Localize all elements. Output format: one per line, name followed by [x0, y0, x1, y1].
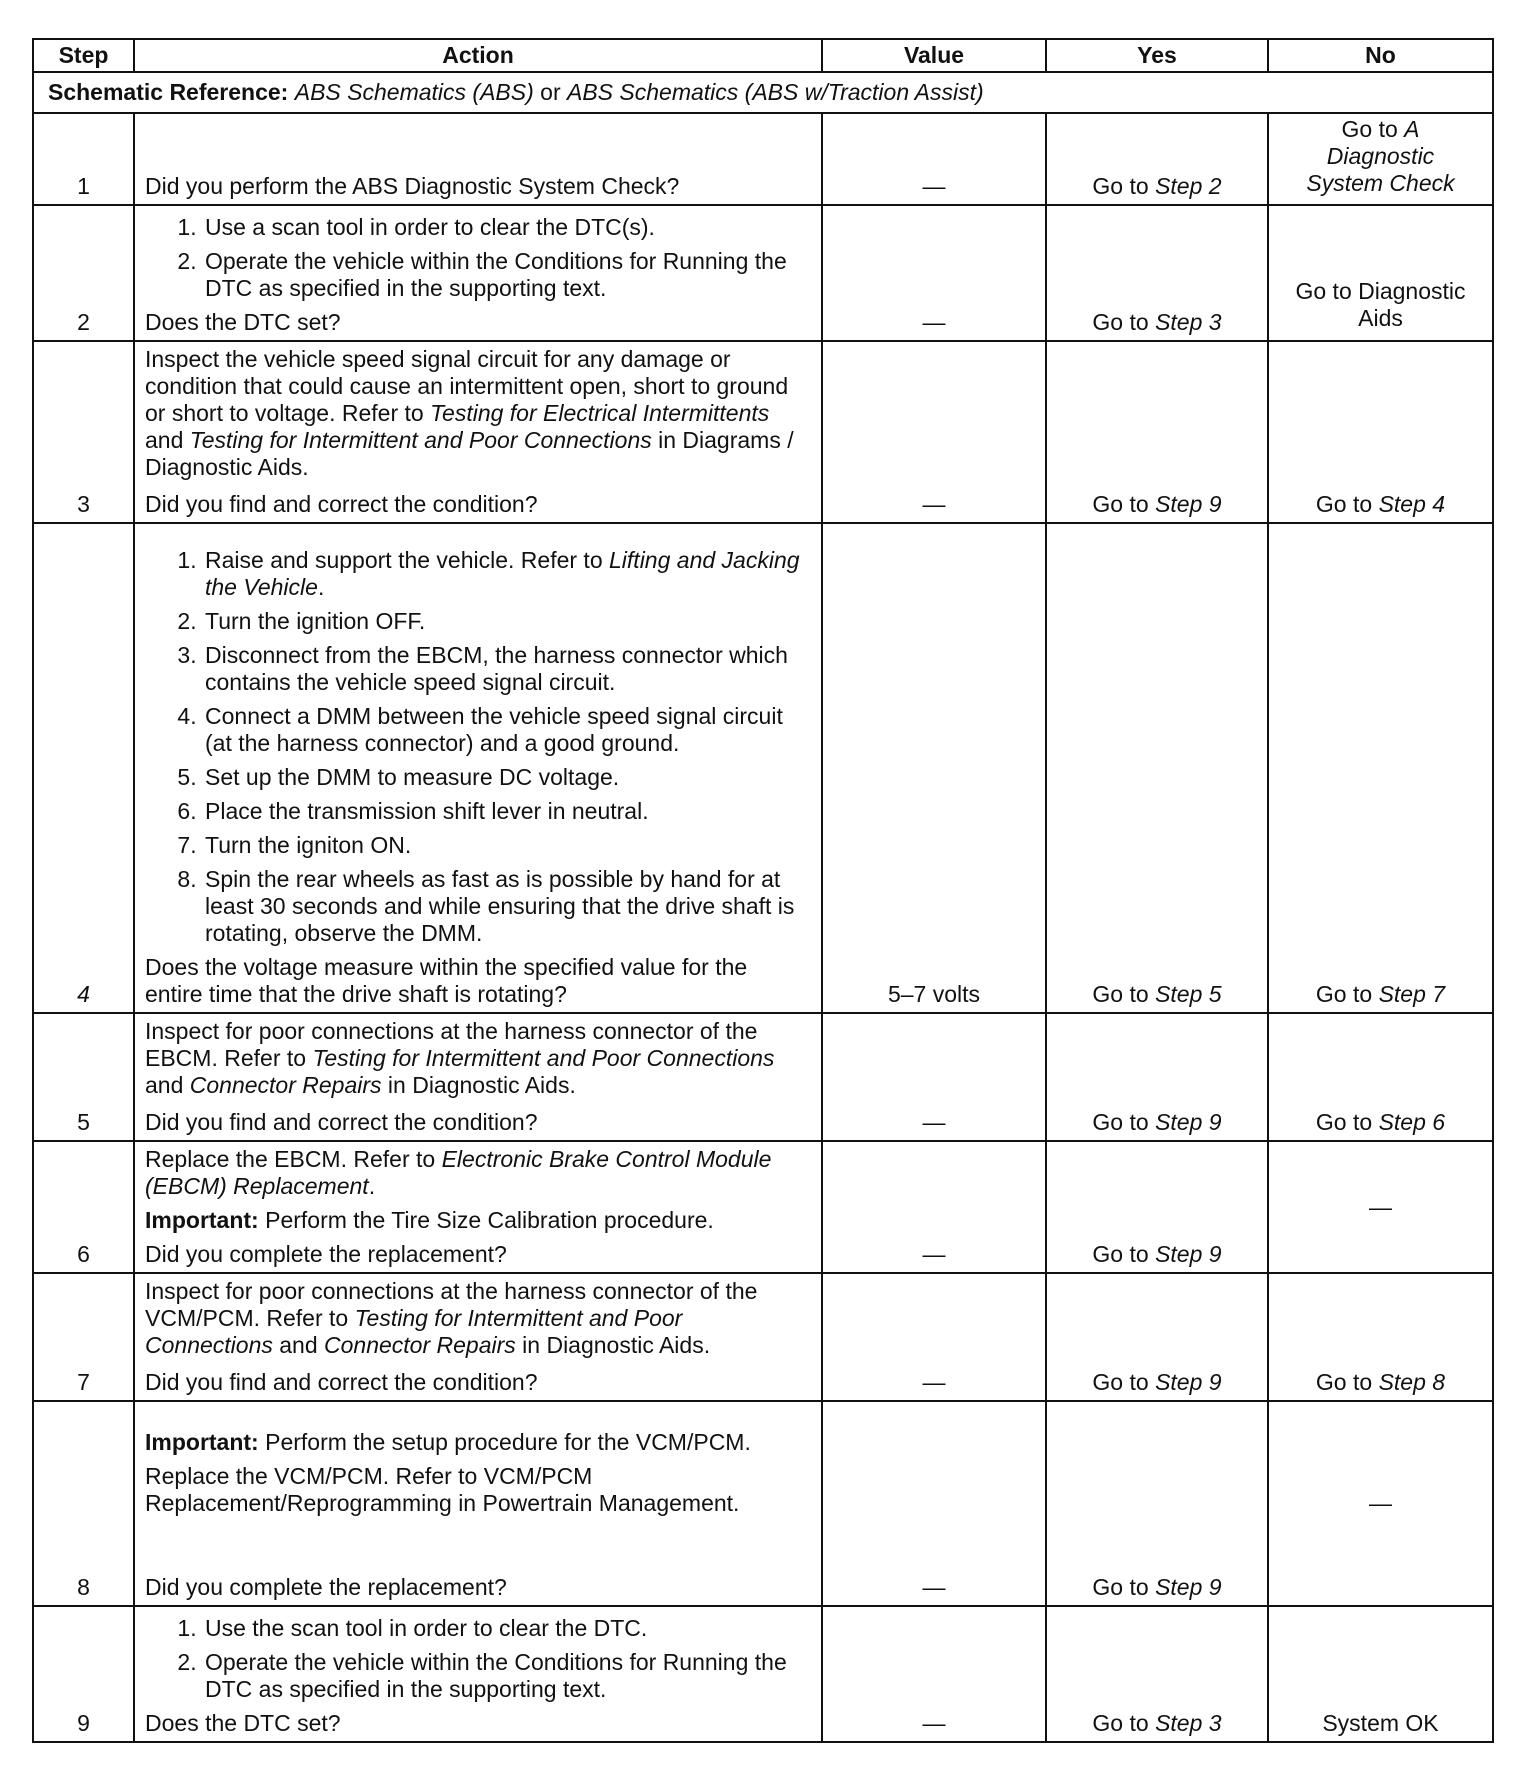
- value-cell: —: [822, 1606, 1046, 1742]
- no-step-link[interactable]: Step 6: [1378, 1109, 1446, 1135]
- yes-step-link[interactable]: Step 5: [1155, 981, 1222, 1007]
- step-number: 6: [33, 1141, 134, 1273]
- important-label: Important:: [145, 1429, 259, 1455]
- action-cell: [134, 1606, 822, 1742]
- action-cell: [134, 113, 822, 205]
- step-number: 8: [33, 1401, 134, 1606]
- yes-cell: [1046, 1141, 1268, 1273]
- yes-step-link[interactable]: Step 2: [1155, 173, 1222, 199]
- text-span: Inspect the vehicle speed signal circuit for any damage or condition that could cause an intermittent open, short to ground or short to voltage. Refer to: [145, 346, 789, 426]
- header-yes: Yes: [1046, 39, 1268, 72]
- action-question: Did you complete the replacement?: [145, 1241, 507, 1267]
- schematic-link-traction[interactable]: ABS Schematics (ABS w/Traction Assist): [567, 79, 984, 105]
- action-cell: [134, 1273, 822, 1401]
- yes-cell: [1046, 113, 1268, 205]
- action-cell: [134, 205, 822, 341]
- yes-step-link[interactable]: Step 3: [1155, 1710, 1222, 1736]
- value-cell: —: [822, 1401, 1046, 1606]
- list-item: 1. Use a scan tool in order to clear the DTC(s).: [203, 214, 811, 241]
- go-to-label: Go to: [1092, 173, 1149, 199]
- table-row: [33, 205, 1493, 341]
- yes-cell: [1046, 1273, 1268, 1401]
- yes-step-link[interactable]: Step 9: [1155, 1574, 1222, 1600]
- reference-link[interactable]: Connector Repairs: [189, 1072, 382, 1098]
- value-cell: —: [822, 1273, 1046, 1401]
- yes-step-link[interactable]: Step 9: [1155, 1109, 1222, 1135]
- list-item: 6. Place the transmission shift lever in neutral.: [203, 798, 811, 825]
- action-question: Did you find and correct the condition?: [145, 1109, 538, 1135]
- important-text: Perform the setup procedure for the VCM/PCM.: [265, 1429, 751, 1455]
- step-number: 7: [33, 1273, 134, 1401]
- no-link[interactable]: Go to Diagnostic Aids: [1295, 278, 1466, 331]
- list-item: 5. Set up the DMM to measure DC voltage.: [203, 764, 811, 791]
- no-link-c[interactable]: System Check: [1306, 170, 1455, 196]
- spacer: [145, 1524, 811, 1574]
- yes-cell: [1046, 1401, 1268, 1606]
- step-number: 2: [33, 205, 134, 341]
- schematic-or: or: [540, 79, 561, 105]
- header-action: Action: [134, 39, 822, 72]
- action-cell: [134, 341, 822, 523]
- action-question: Does the voltage measure within the specified value for the entire time that the drive shaft is rotating?: [145, 954, 748, 1007]
- list-item: 2. Operate the vehicle within the Conditions for Running the DTC as specified in the supporting text.: [203, 1649, 811, 1703]
- action-text: [145, 1278, 811, 1359]
- no-cell: [1268, 1273, 1493, 1401]
- header-value: Value: [822, 39, 1046, 72]
- table-row: [33, 523, 1493, 1013]
- go-to-label: Go to: [1315, 1369, 1373, 1395]
- no-link-b[interactable]: Diagnostic: [1326, 143, 1435, 169]
- list-item: 2. Turn the ignition OFF.: [203, 608, 811, 635]
- text-span: and: [279, 1332, 318, 1358]
- value-cell: —: [822, 341, 1046, 523]
- value-cell: —: [822, 113, 1046, 205]
- value-cell: —: [822, 1141, 1046, 1273]
- no-link-a[interactable]: A: [1404, 116, 1420, 142]
- yes-step-link[interactable]: Step 9: [1155, 491, 1222, 517]
- go-to-label: Go to: [1092, 1109, 1149, 1135]
- text-span: Inspect for poor connections at the harness connector of the VCM/PCM. Refer to: [145, 1278, 758, 1331]
- no-cell: [1268, 113, 1493, 205]
- no-cell: [1268, 523, 1493, 1013]
- text-span: .: [317, 574, 325, 600]
- go-to-label: Go to: [1092, 981, 1149, 1007]
- important-text: Perform the Tire Size Calibration procedure.: [265, 1207, 714, 1233]
- no-step-link[interactable]: Step 8: [1378, 1369, 1446, 1395]
- action-list: [145, 1615, 811, 1703]
- yes-step-link[interactable]: Step 9: [1155, 1241, 1222, 1267]
- schematic-link-abs[interactable]: ABS Schematics (ABS): [294, 79, 534, 105]
- yes-step-link[interactable]: Step 3: [1155, 309, 1222, 335]
- step-number: 5: [33, 1013, 134, 1141]
- table-row: [33, 1273, 1493, 1401]
- list-item: 2. Operate the vehicle within the Conditions for Running the DTC as specified in the supporting text.: [203, 248, 811, 302]
- action-question: Did you find and correct the condition?: [145, 491, 538, 517]
- go-to-label: Go to: [1315, 491, 1373, 517]
- no-cell: —: [1268, 1401, 1493, 1606]
- action-cell: [134, 1141, 822, 1273]
- schematic-row: [33, 72, 1493, 113]
- yes-step-link[interactable]: Step 9: [1155, 1369, 1222, 1395]
- header-no: No: [1268, 39, 1493, 72]
- text-span: in Diagnostic Aids.: [387, 1072, 576, 1098]
- no-cell: [1268, 341, 1493, 523]
- action-text: Replace the VCM/PCM. Refer to VCM/PCM Replacement/Reprogramming in Powertrain Management.: [145, 1463, 740, 1516]
- list-item: 4. Connect a DMM between the vehicle speed signal circuit (at the harness connector) and a good ground.: [203, 703, 811, 757]
- important-note: [145, 1429, 811, 1456]
- reference-link[interactable]: Testing for Intermittent and Poor Connections: [145, 1305, 683, 1358]
- go-to-label: Go to: [1092, 1574, 1149, 1600]
- yes-cell: [1046, 341, 1268, 523]
- go-to-label: Go to: [1092, 1710, 1149, 1736]
- table-row: [33, 1606, 1493, 1742]
- action-question: Does the DTC set?: [145, 1710, 341, 1736]
- text-span: Raise and support the vehicle. Refer to: [205, 547, 603, 573]
- table-row: [33, 1401, 1493, 1606]
- action-text: [145, 346, 811, 481]
- text-span: in Diagrams / Diagnostic Aids.: [145, 427, 794, 480]
- value-cell: —: [822, 1013, 1046, 1141]
- text-span: .: [368, 1173, 376, 1199]
- no-cell: System OK: [1268, 1606, 1493, 1742]
- list-item: 7. Turn the igniton ON.: [203, 832, 811, 859]
- step-number: 4: [33, 523, 134, 1013]
- header-row: [33, 39, 1493, 72]
- header-step: Step: [33, 39, 134, 72]
- yes-cell: [1046, 1013, 1268, 1141]
- list-item: 1. Use the scan tool in order to clear the DTC.: [203, 1615, 811, 1642]
- table-row: [33, 1141, 1493, 1273]
- table-row: [33, 341, 1493, 523]
- yes-cell: [1046, 523, 1268, 1013]
- no-step-link[interactable]: Step 7: [1378, 981, 1446, 1007]
- go-to-label: Go to: [1092, 1369, 1149, 1395]
- diagnostic-table: [32, 38, 1494, 1743]
- reference-link[interactable]: Connector Repairs: [324, 1332, 516, 1358]
- action-question: Did you complete the replacement?: [145, 1574, 507, 1600]
- value-cell: —: [822, 205, 1046, 341]
- schematic-label: Schematic Reference:: [48, 79, 289, 105]
- no-cell: —: [1268, 1141, 1493, 1273]
- table-row: [33, 1013, 1493, 1141]
- text-span: Inspect for poor connections at the harness connector of the EBCM. Refer to: [145, 1018, 758, 1071]
- go-to-label: Go to: [1092, 1241, 1149, 1267]
- action-cell: [134, 523, 822, 1013]
- reference-link[interactable]: Testing for Intermittent and Poor Connections: [312, 1045, 775, 1071]
- go-to-label: Go to: [1315, 981, 1373, 1007]
- action-text: [145, 1018, 811, 1099]
- action-question: Did you perform the ABS Diagnostic System Check?: [145, 173, 680, 199]
- no-step-link[interactable]: Step 4: [1378, 491, 1446, 517]
- schematic-reference: [33, 72, 1493, 113]
- yes-cell: [1046, 1606, 1268, 1742]
- action-cell: [134, 1401, 822, 1606]
- action-text: [145, 1146, 811, 1200]
- action-question: Did you find and correct the condition?: [145, 1369, 538, 1395]
- step-number: 9: [33, 1606, 134, 1742]
- reference-link[interactable]: Testing for Intermittent and Poor Connections: [189, 427, 652, 453]
- no-cell: [1268, 205, 1493, 341]
- text-span: in Diagnostic Aids.: [522, 1332, 711, 1358]
- action-list: [145, 547, 811, 947]
- action-list: [145, 214, 811, 302]
- action-cell: [134, 1013, 822, 1141]
- go-to-label: Go to: [1315, 1109, 1373, 1135]
- no-cell: [1268, 1013, 1493, 1141]
- list-item: 3. Disconnect from the EBCM, the harness connector which contains the vehicle speed signal circuit.: [203, 642, 811, 696]
- yes-cell: [1046, 205, 1268, 341]
- table-row: [33, 113, 1493, 205]
- go-to-label: Go to: [1092, 491, 1149, 517]
- action-question: Does the DTC set?: [145, 309, 341, 335]
- step-number: 1: [33, 113, 134, 205]
- list-item: 8. Spin the rear wheels as fast as is possible by hand for at least 30 seconds and while ensuring that the drive shaft is rotating, observe the DMM.: [203, 866, 811, 947]
- value-cell: 5–7 volts: [822, 523, 1046, 1013]
- reference-link[interactable]: Electronic Brake Control Module (EBCM) Replacement: [145, 1146, 772, 1199]
- go-to-label: Go to: [1341, 116, 1398, 142]
- important-label: Important:: [145, 1207, 259, 1233]
- reference-link[interactable]: Testing for Electrical Intermittents: [430, 400, 770, 426]
- go-to-label: Go to: [1092, 309, 1149, 335]
- text-span: Replace the EBCM. Refer to: [145, 1146, 436, 1172]
- text-span: and: [145, 427, 184, 453]
- reference-link[interactable]: Lifting and Jacking the Vehicle: [205, 547, 800, 600]
- important-note: [145, 1207, 811, 1234]
- step-number: 3: [33, 341, 134, 523]
- list-item: [203, 547, 811, 601]
- text-span: and: [145, 1072, 184, 1098]
